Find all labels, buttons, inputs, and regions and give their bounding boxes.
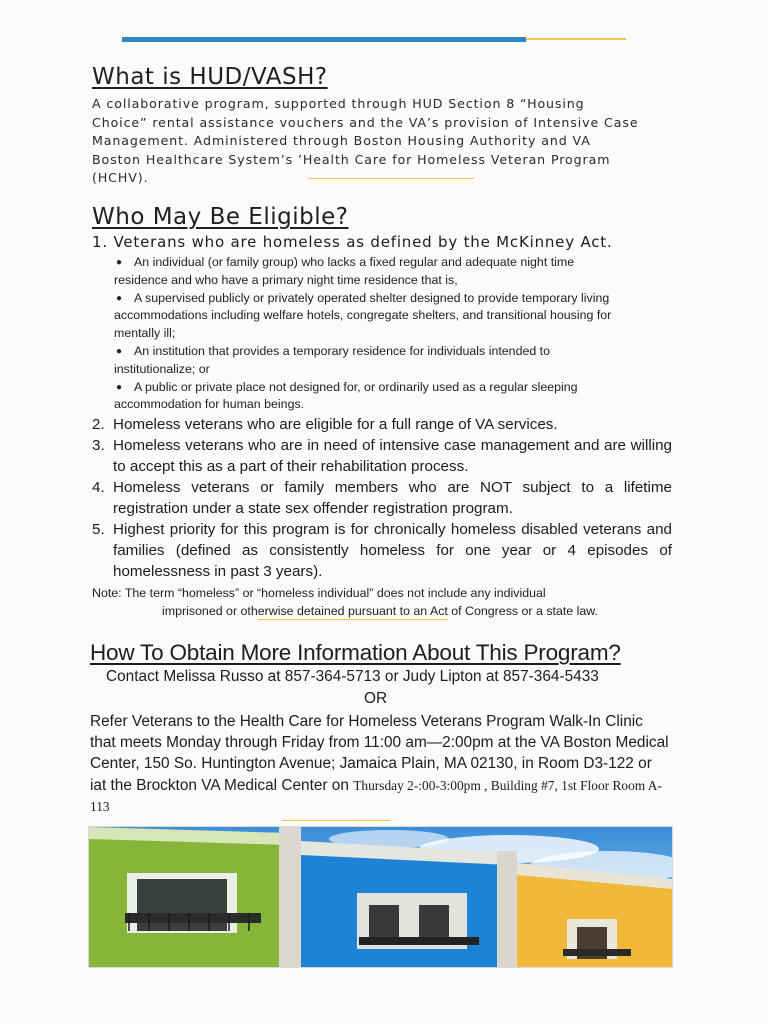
bullet-icon: ● bbox=[116, 292, 123, 304]
item-number: 2. bbox=[92, 416, 105, 433]
criterion-1: 1. Veterans who are homeless as defined by the McKinney Act. bbox=[92, 233, 613, 251]
bullet-line: mentally ill; bbox=[114, 326, 176, 341]
bullet-icon: ● bbox=[116, 257, 123, 268]
list-item bbox=[114, 290, 674, 343]
highlight-mark bbox=[282, 820, 390, 821]
bullet-line: A public or private place not designed for, or ordinarily used as a regular sleeping bbox=[134, 379, 578, 394]
list-item bbox=[92, 477, 672, 519]
or-separator: OR bbox=[364, 690, 388, 707]
list-item bbox=[92, 519, 672, 582]
referral-text: Refer Veterans to the Health Care for Homeless Veterans Program Walk-In Clinic that meets Monday through Friday from 11:00 am—2:00pm at the VA Boston Medical Center, 150 So. Huntington Avenue; Jamaica Plain, MA 02130, in Room D3-122 or iat the Brockton VA Medical Center on bbox=[90, 713, 669, 794]
bullet-line: accommodation for human beings. bbox=[114, 397, 305, 412]
list-item bbox=[92, 435, 672, 477]
intro-line: Management. Administered through Boston Housing Authority and VA bbox=[92, 133, 591, 149]
bullet-line: An institution that provides a temporary residence for individuals intended to bbox=[134, 343, 551, 358]
eligibility-numbered-list bbox=[92, 414, 672, 582]
referral-text-tail: Thursday 2-:00-3:00pm , Building #7, 1st Floor Room A-113 bbox=[90, 777, 662, 814]
intro-paragraph bbox=[92, 95, 672, 188]
bullet-icon: ● bbox=[116, 381, 123, 393]
list-item bbox=[114, 343, 674, 379]
note-line: imprisoned or otherwise detained pursuant to an Act of Congress or a state law. bbox=[162, 604, 598, 618]
highlight-mark bbox=[258, 619, 448, 620]
section-title-more-info: How To Obtain More Information About This Program? bbox=[90, 640, 621, 665]
footnote bbox=[92, 584, 672, 620]
item-number: 5. bbox=[92, 521, 105, 538]
top-accent-highlight bbox=[526, 38, 626, 40]
buildings-photo bbox=[88, 826, 673, 968]
top-accent-bar bbox=[122, 37, 526, 42]
bullet-icon: ● bbox=[116, 345, 123, 357]
section-title-what-is: What is HUD/VASH? bbox=[92, 64, 328, 90]
intro-line: A collaborative program, supported through HUD Section 8 “Housing bbox=[92, 96, 585, 111]
colorful-buildings-illustration-icon bbox=[89, 827, 672, 967]
highlight-mark bbox=[308, 178, 474, 179]
contact-line: Contact Melissa Russo at 857-364-5713 or Judy Lipton at 857-364-5433 bbox=[106, 668, 599, 685]
item-text: Highest priority for this program is for chronically homeless disabled veterans and families (defined as consistently homeless for one year or 4 episodes of homelessness in past 3 years). bbox=[113, 521, 672, 580]
item-text: Homeless veterans who are eligible for a full range of VA services. bbox=[113, 416, 558, 433]
section-title-eligible: Who May Be Eligible? bbox=[92, 204, 349, 230]
bullet-line: accommodations including welfare hotels, congregate shelters, and transitional housing for bbox=[114, 308, 612, 323]
bullet-line: residence and who have a primary night time residence that is, bbox=[114, 272, 458, 287]
bullet-line: A supervised publicly or privately operated shelter designed to provide temporary living bbox=[134, 290, 610, 305]
definition-bullet-list bbox=[114, 254, 674, 414]
intro-line: (HCHV). bbox=[92, 170, 149, 186]
list-item bbox=[114, 379, 674, 415]
item-text: Homeless veterans who are in need of intensive case management and are willing to accept this as a part of their rehabilitation process. bbox=[113, 437, 672, 475]
bullet-line: institutionalize; or bbox=[114, 361, 210, 376]
note-line: Note: The term “homeless” or “homeless individual” does not include any individual bbox=[92, 586, 546, 600]
list-item bbox=[92, 414, 672, 435]
intro-line: Choice” rental assistance vouchers and the VA’s provision of Intensive Case bbox=[92, 114, 639, 130]
referral-paragraph bbox=[90, 711, 670, 817]
item-number: 3. bbox=[92, 437, 105, 454]
list-item bbox=[114, 254, 674, 290]
intro-line: Boston Healthcare System’s ’Health Care for Homeless Veteran Program bbox=[92, 151, 611, 167]
item-number: 4. bbox=[92, 479, 105, 496]
item-text: Homeless veterans or family members who are NOT subject to a lifetime registration under a state sex offender registration program. bbox=[113, 479, 672, 517]
bullet-line: An individual (or family group) who lacks a fixed regular and adequate night time bbox=[134, 255, 575, 269]
